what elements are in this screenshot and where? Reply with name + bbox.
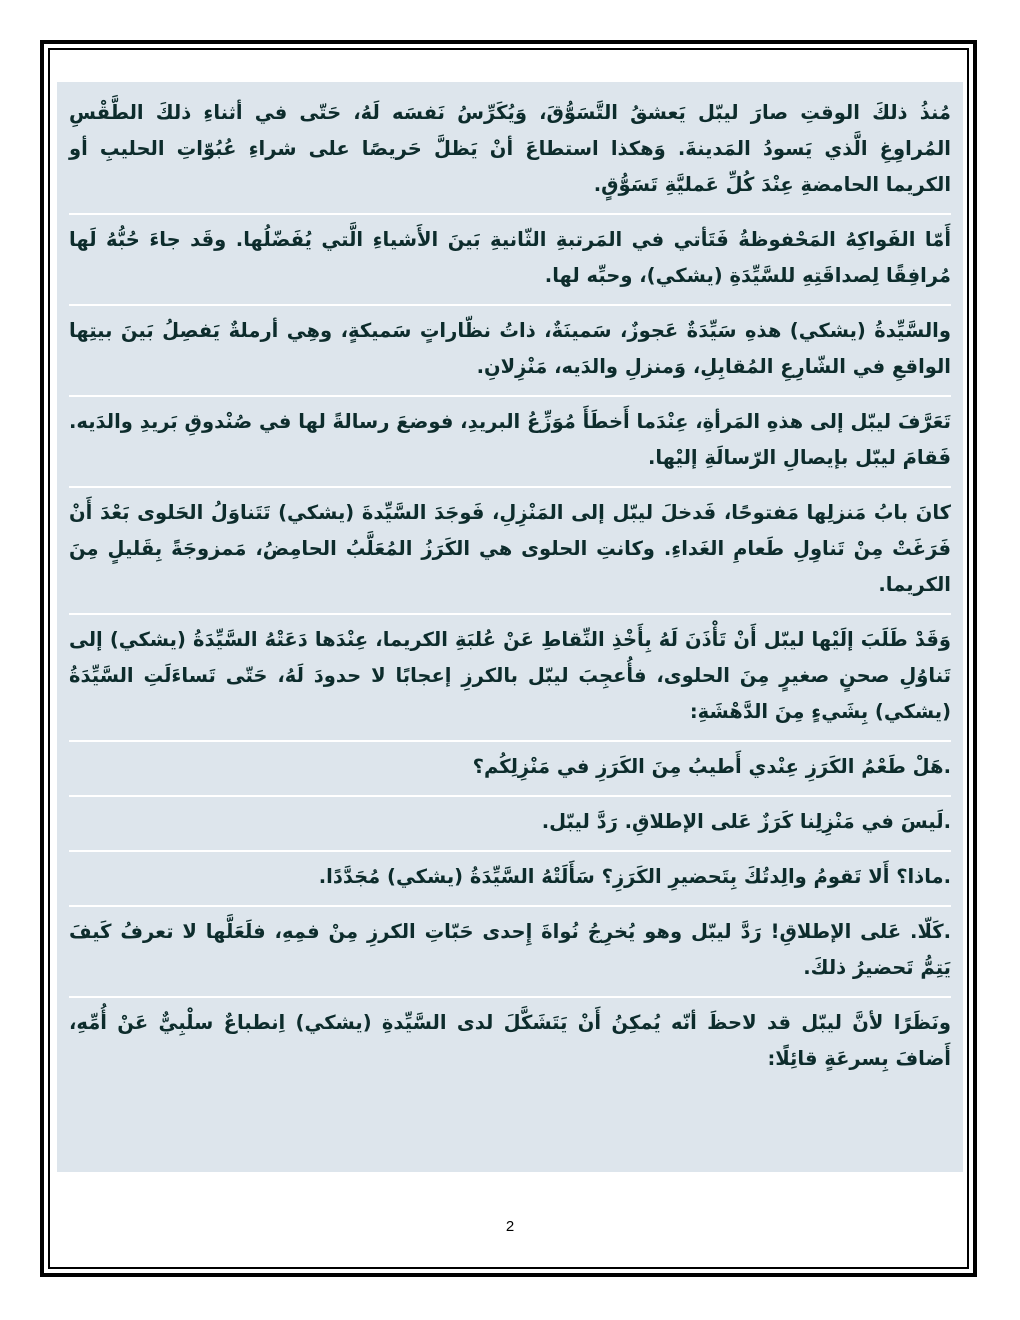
dialogue-line-2: .لَيسَ في مَنْزِلِنا كَرَزٌ عَلى الإطلاقِ. رَدَّ ليبّل. — [69, 797, 951, 852]
dialogue-line-3: .ماذا؟ أَلا تَقومُ والِدتُكَ بِتَحضيرِ الكَرَزِ؟ سَأَلَتْهُ السَّيِّدَةُ (يشكي) مُجَدَّدًا. — [69, 852, 951, 907]
paragraph-2: أَمّا الفَواكِهُ المَحْفوظةُ فَتَأتي في المَرتبةِ الثّانيةِ بَينَ الأَشياءِ الَّتي يُفَضّلُها. وقَد جاءَ حُبُّهُ لَها مُرافِقًا لِصداقَتِهِ للسَّيِّدَةِ (يشكي)، وحبِّه لها. — [69, 215, 951, 306]
page-number: 2 — [505, 1218, 515, 1235]
paragraph-5: كانَ بابُ مَنزلِها مَفتوحًا، فَدخلَ ليبّل إلى المَنْزِلِ، فَوجَدَ السَّيِّدةَ (يشكي) تَتَناوَلُ الحَلوى بَعْدَ أَنْ فَرَغَتْ مِنْ تَناوِلِ طَعامِ الغَداءِ. وكانتِ الحلوى هي الكَرَزُ المُعَلَّبُ الحامِضُ، مَمزوجَةً بِقَليلٍ مِنَ الكريما. — [69, 488, 951, 615]
paragraph-1: مُنذُ ذلكَ الوقتِ صارَ ليبّل يَعشقُ التَّسَوُّقَ، وَيُكَرِّسُ نَفسَه لَهُ، حَتّى في أثناءِ ذلكَ الطَّقْسِ المُراوِغِ الَّذي يَسودُ المَدينةَ. وَهكذا استطاعَ أنْ يَظلَّ حَريصًا على شراءِ عُبُوّاتِ الحليبِ أو الكريما الحامضةِ عِنْدَ كُلِّ عَمليَّةِ تَسَوُّقٍ. — [69, 88, 951, 215]
story-text-panel — [57, 82, 963, 1172]
dialogue-line-4: .كَلّا. عَلى الإطلاقِ! رَدَّ ليبّل وهو يُخرِجُ نُواةَ إِحدى حَبّاتِ الكرزِ مِنْ فمِهِ، فلَعَلَّها لا تعرفُ كَيفَ يَتِمُّ تَحضيرُ ذلكَ. — [69, 907, 951, 998]
paragraph-final: ونَظَرًا لأنَّ ليبّل قد لاحظَ أنّه يُمكِنُ أَنْ يَتَشَكَّلَ لدى السَّيِّدةِ (يشكي) اِنطباعٌ سلْبِيٌّ عَنْ أُمِّهِ، أَضافَ بِسرعَةٍ قائِلًا: — [69, 1011, 951, 1070]
dialogue-line-1: .هَلْ طَعْمُ الكَرَزِ عِنْدي أَطيبُ مِنَ الكَرَزِ في مَنْزِلِكُم؟ — [69, 742, 951, 797]
paragraph-3: والسَّيِّدةُ (يشكي) هذهِ سَيِّدَةٌ عَجوزٌ، سَمينَةٌ، ذاتُ نظّاراتٍ سَميكةٍ، وهِي أرملةٌ يَفصِلُ بَينَ بيتِها الواقعِ في الشّارِعِ المُقابِلِ، وَمنزلِ والدَيه، مَنْزِلانِ. — [69, 306, 951, 397]
paragraph-6: وَقَدْ طَلَبَ إلَيْها ليبّل أَنْ تَأْذَنَ لَهُ بِأَخْذِ النِّقاطِ عَنْ عُلبَةِ الكريما، عِنْدَها دَعَتْهُ السَّيِّدَةُ (يشكي) إلى تَناوُلِ صحنٍ صغيرٍ مِنَ الحلوى، فأُعجِبَ ليبّل بالكرزِ إعجابًا لا حدودَ لَهُ، حَتّى تَساءَلَتِ السَّيِّدَةُ (يشكي) بِشَيءٍ مِنَ الدَّهْشَةِ: — [69, 615, 951, 742]
paragraph-4: تَعَرَّفَ ليبّل إلى هذهِ المَرأةِ، عِنْدَما أَخطَأَ مُوَزِّعُ البريدِ، فوضعَ رسالةً لها في صُنْدوقِ بَريدِ والدَيه. فَقامَ ليبّل بإيصالِ الرّسالَةِ إليْها. — [69, 397, 951, 488]
